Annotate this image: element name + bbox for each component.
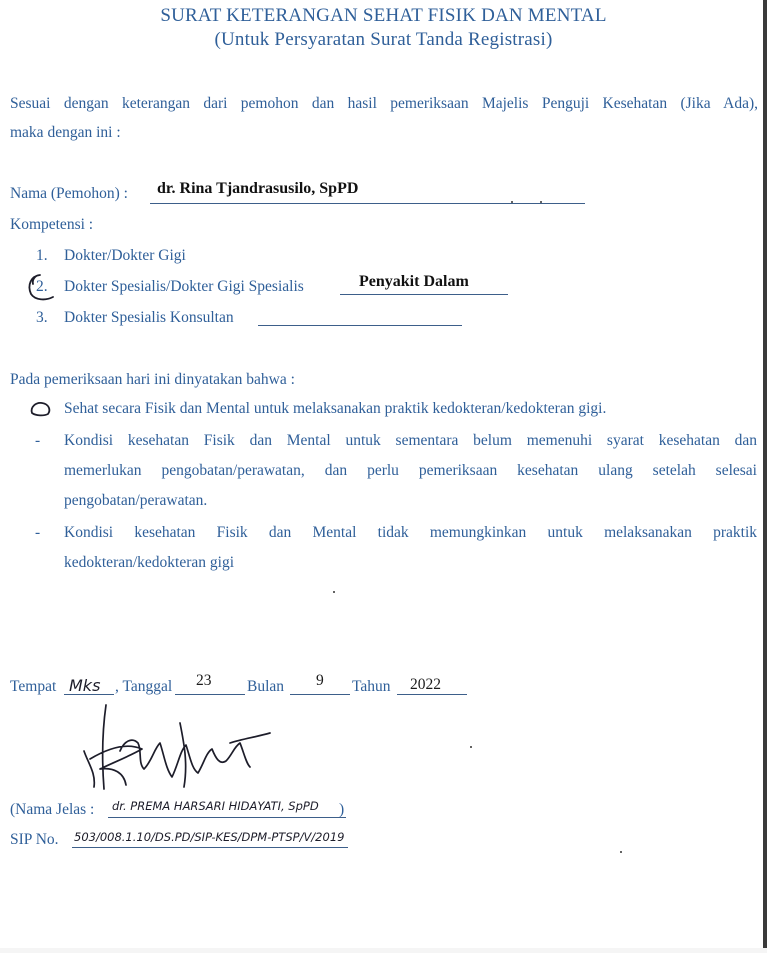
- statement-3-line-2: kedokteran/kedokteran gigi: [64, 554, 235, 571]
- place-label: Tempat: [10, 678, 57, 695]
- competence-item-2-label: Dokter Spesialis/Dokter Gigi Spesialis: [64, 278, 304, 295]
- document-title: SURAT KETERANGAN SEHAT FISIK DAN MENTAL: [160, 5, 607, 26]
- day-underline: [175, 694, 245, 695]
- statement-2-line-1: Kondisi kesehatan Fisik dan Mental untuk sementara belum memenuhi syarat kesehatan dan: [64, 432, 757, 449]
- date-label: , Tanggal: [115, 678, 173, 695]
- applicant-label: Nama (Pemohon) :: [10, 185, 128, 202]
- signer-name-value: dr. PREMA HARSARI HIDAYATI, SpPD: [112, 799, 319, 813]
- handwritten-signature: [80, 703, 275, 795]
- year-underline: [397, 694, 467, 695]
- ink-speck: [511, 201, 513, 203]
- examination-label: Pada pemeriksaan hari ini dinyatakan bahwa :: [10, 371, 295, 388]
- scan-edge: [0, 948, 767, 953]
- signer-name-label: (Nama Jelas :: [10, 801, 95, 818]
- specialty-underline: [340, 294, 508, 295]
- competence-item-2-number: 2.: [36, 278, 48, 295]
- signer-name-close: ): [339, 801, 345, 818]
- statement-1-line-1: Sehat secara Fisik dan Mental untuk melaksanakan praktik kedokteran/kedokteran gigi.: [64, 400, 607, 417]
- competence-item-1-number: 1.: [36, 247, 48, 264]
- sip-label: SIP No.: [10, 831, 59, 848]
- sip-underline: [72, 847, 348, 848]
- intro-line-1: Sesuai dengan keterangan dari pemohon dan hasil pemeriksaan Majelis Penguji Kesehatan (Jika Ada),: [10, 95, 758, 112]
- applicant-name: dr. Rina Tjandrasusilo, SpPD: [157, 180, 359, 197]
- statement-2-line-3: pengobatan/perawatan.: [64, 492, 208, 509]
- circled-selection-mark: [28, 399, 54, 419]
- statement-2-line-2: memerlukan pengobatan/perawatan, dan perlu pemeriksaan kesehatan ulang setelah selesai: [64, 462, 757, 479]
- month-underline: [290, 694, 350, 695]
- ink-speck: [470, 746, 472, 748]
- day-value: 23: [196, 672, 212, 689]
- ink-speck: [333, 591, 335, 593]
- statement-3-line-1: Kondisi kesehatan Fisik dan Mental tidak memungkinkan untuk melaksanakan praktik: [64, 524, 757, 541]
- signer-name-underline: [108, 817, 346, 818]
- intro-line-2: maka dengan ini :: [10, 124, 121, 141]
- competence-label: Kompetensi :: [10, 216, 94, 233]
- consultant-underline: [258, 325, 462, 326]
- circled-selection-mark: [26, 272, 62, 302]
- month-value: 9: [316, 672, 324, 689]
- document-subtitle: (Untuk Persyaratan Surat Tanda Registrasi): [214, 29, 553, 50]
- month-label: Bulan: [247, 678, 285, 695]
- year-label: Tahun: [352, 678, 391, 695]
- competence-item-3-label: Dokter Spesialis Konsultan: [64, 309, 234, 326]
- specialty-value: Penyakit Dalam: [359, 273, 469, 290]
- ink-speck: [620, 851, 622, 853]
- sip-value: 503/008.1.10/DS.PD/SIP-KES/DPM-PTSP/V/2019: [74, 830, 345, 844]
- place-value: Mks: [69, 676, 101, 695]
- statement-3-bullet: -: [35, 524, 41, 541]
- scan-edge: [763, 0, 767, 953]
- year-value: 2022: [410, 676, 441, 693]
- ink-speck: [540, 201, 542, 203]
- competence-item-3-number: 3.: [36, 309, 48, 326]
- statement-2-bullet: -: [35, 432, 41, 449]
- competence-item-1-label: Dokter/Dokter Gigi: [64, 247, 186, 264]
- applicant-underline: [150, 203, 585, 204]
